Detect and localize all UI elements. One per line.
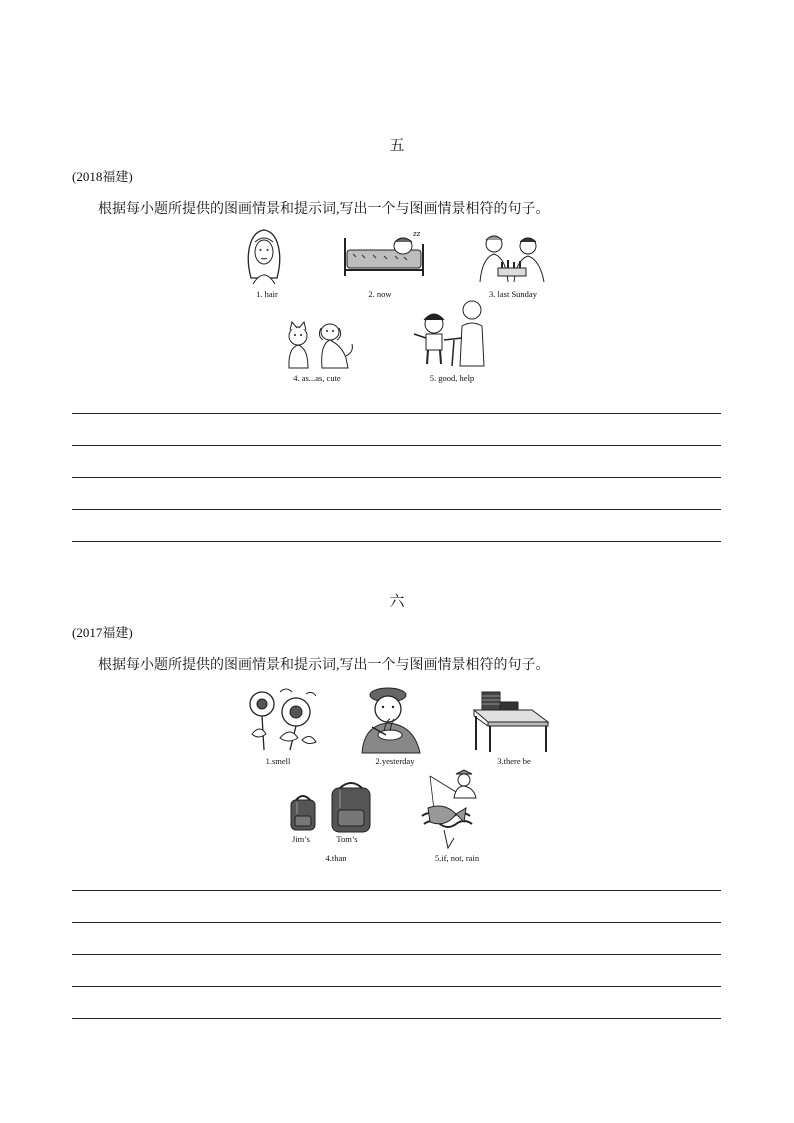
section-number-6: 六 xyxy=(389,594,405,610)
answer-line-5-3[interactable] xyxy=(72,477,721,478)
answer-line-6-3[interactable] xyxy=(72,954,721,955)
section-instruction-5: 根据每小题所提供的图画情景和提示词,写出一个与图画情景相符的句子。 xyxy=(98,202,550,217)
svg-text:zz: zz xyxy=(413,230,421,238)
caption-6-2: 2.yesterday xyxy=(375,756,415,766)
cat-and-dog-illustration xyxy=(284,318,356,370)
sleeping-child-bed-illustration xyxy=(343,228,425,280)
boy-eating-noodles-illustration xyxy=(358,687,424,753)
toms-bag-illustration xyxy=(326,780,376,834)
answer-line-6-1[interactable] xyxy=(72,890,721,891)
caption-6-3: 3.there be xyxy=(497,756,531,766)
caption-5-3: 3. last Sunday xyxy=(489,289,537,299)
answer-line-6-2[interactable] xyxy=(72,922,721,923)
answer-line-6-5[interactable] xyxy=(72,1018,721,1019)
answer-line-5-2[interactable] xyxy=(72,445,721,446)
caption-5-1: 1. hair xyxy=(256,289,278,299)
caption-6-5: 5.if, not, rain xyxy=(434,853,480,863)
answer-line-6-4[interactable] xyxy=(72,986,721,987)
section-year-5: (2018福建) xyxy=(72,169,133,184)
section-year-6: (2017福建) xyxy=(72,625,133,640)
answer-line-5-5[interactable] xyxy=(72,541,721,542)
caption-6-4: 4.than xyxy=(325,853,347,863)
caption-5-2: 2. now xyxy=(368,289,392,299)
caption-6-1: 1.smell xyxy=(265,756,291,766)
bag-label-tom: Tom’s xyxy=(336,834,358,844)
girl-hair-illustration xyxy=(243,226,285,284)
flowers-illustration xyxy=(240,684,322,752)
caption-5-4: 4. as...as, cute xyxy=(293,373,341,383)
caption-5-5: 5. good, help xyxy=(429,373,475,383)
answer-line-5-4[interactable] xyxy=(72,509,721,510)
section-instruction-6: 根据每小题所提供的图画情景和提示词,写出一个与图画情景相符的句子。 xyxy=(98,658,550,673)
answer-line-5-1[interactable] xyxy=(72,413,721,414)
books-on-desk-illustration xyxy=(472,690,550,754)
jims-bag-illustration xyxy=(286,794,320,834)
section-number-5: 五 xyxy=(389,138,405,154)
bag-label-jim: Jim’s xyxy=(292,834,310,844)
boy-helping-old-man-illustration xyxy=(408,298,490,368)
men-playing-chess-illustration xyxy=(476,230,548,282)
boy-fishing-illustration xyxy=(420,768,482,850)
